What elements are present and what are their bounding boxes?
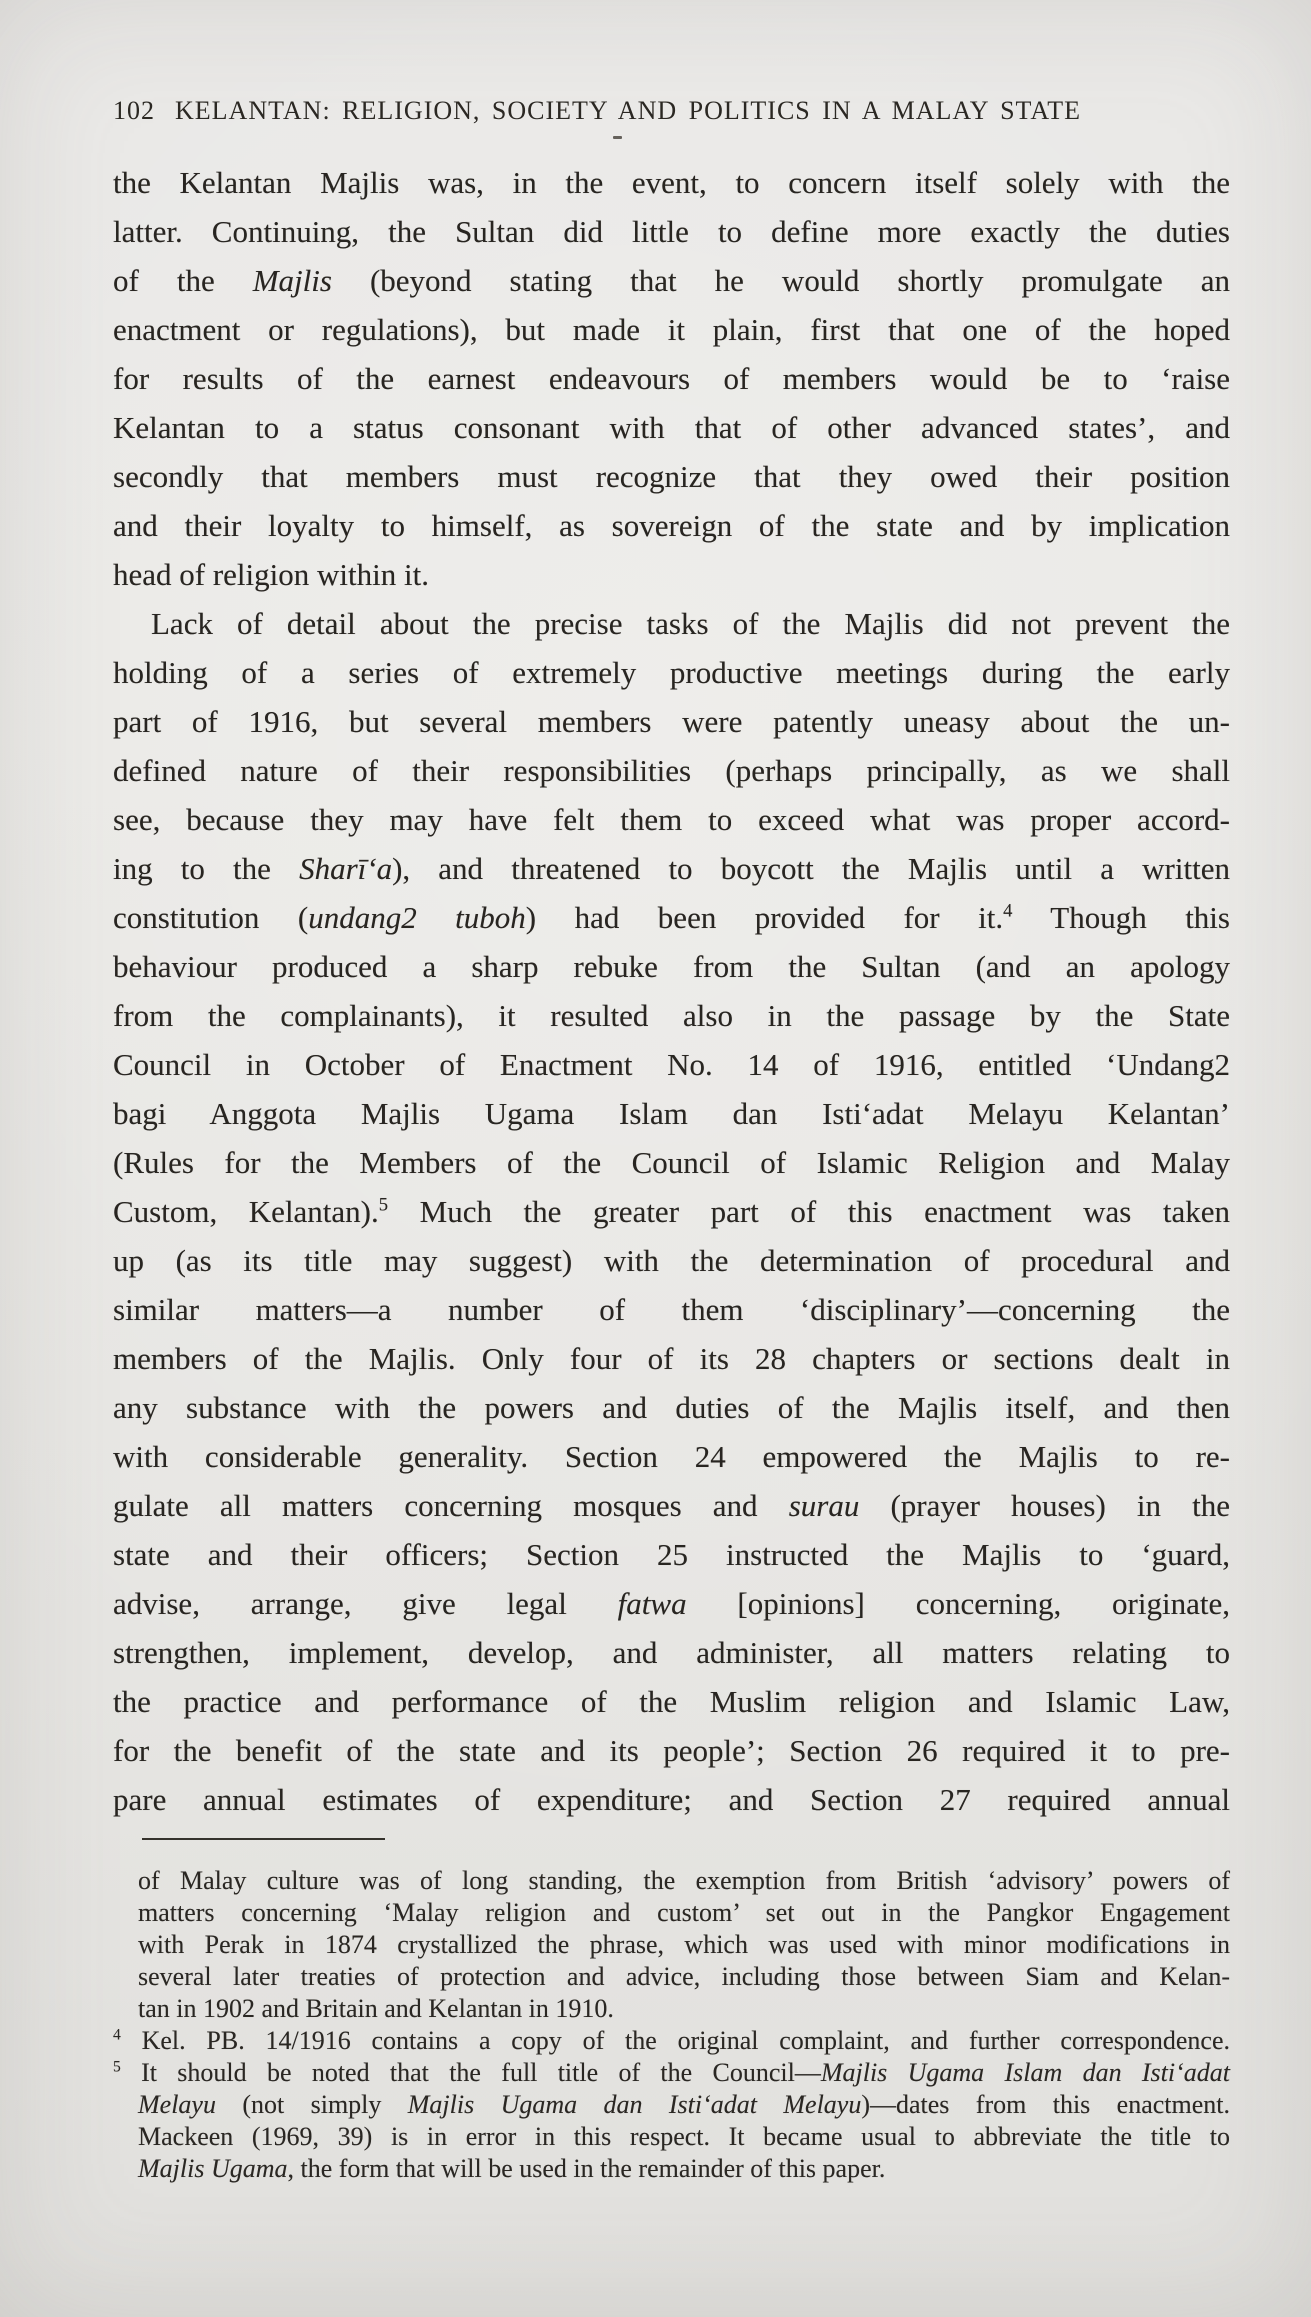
text-line: [113, 452, 1230, 501]
footnote-rule: [142, 1838, 385, 1840]
italic-text-run: Majlis Ugama: [138, 2154, 288, 2183]
text-line: [113, 648, 1230, 697]
text-line: [113, 2025, 1230, 2057]
text-line: [113, 501, 1230, 550]
footnote: [113, 1865, 1230, 2025]
italic-text-run: Sharī‘a: [299, 851, 393, 886]
body-text: [113, 158, 1230, 1824]
text-run: gulate all matters concerning mosques and: [113, 1488, 789, 1523]
text-run: , the form that will be used in the remainder of this paper.: [287, 2154, 886, 2183]
text-run: enactment or regulations), but made it plain, first that one of the hoped: [113, 312, 1230, 347]
running-head: [113, 96, 1230, 126]
italic-text-run: Majlis: [252, 263, 332, 298]
text-line: [113, 2057, 1230, 2089]
text-run: advise, arrange, give legal: [113, 1586, 618, 1621]
text-line: [113, 697, 1230, 746]
text-run: from the complainants), it resulted also in the passage by the State: [113, 998, 1230, 1033]
text-run: of the: [113, 263, 253, 298]
text-run: for the benefit of the state and its people’; Section 26 required it to pre-: [113, 1733, 1230, 1768]
italic-text-run: undang2 tuboh: [308, 900, 526, 935]
text-run: defined nature of their responsibilities (perhaps principally, as we shall: [113, 753, 1230, 788]
text-run: matters concerning ‘Malay religion and custom’ set out in the Pangkor Engagement: [138, 1898, 1230, 1927]
text-line: [113, 1236, 1230, 1285]
text-run: tan in 1902 and Britain and Kelantan in 1910.: [138, 1994, 614, 2023]
paragraph: [113, 599, 1230, 1824]
text-line: [113, 1677, 1230, 1726]
text-run: strengthen, implement, develop, and administer, all matters relating to: [113, 1635, 1230, 1670]
italic-text-run: Majlis Ugama dan Isti‘adat Melayu: [407, 2090, 862, 2119]
footnote-marker: 4: [1003, 900, 1013, 922]
italic-text-run: fatwa: [617, 1586, 687, 1621]
text-line: [113, 305, 1230, 354]
text-run: and their loyalty to himself, as sovereign of the state and by implication: [113, 508, 1230, 543]
text-line: [113, 844, 1230, 893]
footnote: [113, 2025, 1230, 2057]
text-run: Mackeen (1969, 39) is in error in this respect. It became usual to abbreviate the title to: [138, 2122, 1230, 2151]
text-run: (not simply: [215, 2090, 408, 2119]
text-run: pare annual estimates of expenditure; and Section 27 required annual: [113, 1782, 1230, 1817]
text-run: (beyond stating that he would shortly promulgate an: [331, 263, 1230, 298]
text-line: [138, 1961, 1230, 1993]
text-run: Lack of detail about the precise tasks of the Majlis did not prevent the: [151, 606, 1230, 641]
text-line: [113, 403, 1230, 452]
text-line: [113, 1579, 1230, 1628]
text-run: members of the Majlis. Only four of its 28 chapters or sections dealt in: [113, 1341, 1230, 1376]
text-line: [113, 1628, 1230, 1677]
italic-text-run: surau: [788, 1488, 860, 1523]
running-head-title: KELANTAN: RELIGION, SOCIETY AND POLITICS IN A MALAY STATE: [175, 96, 1081, 125]
footnotes: [113, 1865, 1230, 2185]
page-number: 102: [113, 96, 155, 125]
text-line: [113, 1481, 1230, 1530]
text-line: [113, 1432, 1230, 1481]
text-run: ), and threatened to boycott the Majlis until a written: [392, 851, 1230, 886]
text-run: any substance with the powers and duties of the Majlis itself, and then: [113, 1390, 1230, 1425]
text-run: with considerable generality. Section 24 empowered the Majlis to re-: [113, 1439, 1230, 1474]
footnote-marker: 5: [113, 2058, 121, 2076]
text-run: secondly that members must recognize that they owed their position: [113, 459, 1230, 494]
footnote-marker: 4: [113, 2026, 121, 2044]
text-run: up (as its title may suggest) with the determination of procedural and: [113, 1243, 1230, 1278]
text-run: bagi Anggota Majlis Ugama Islam dan Isti‘adat Melayu Kelantan’: [113, 1096, 1230, 1131]
text-line: [138, 1865, 1230, 1897]
text-run: ) had been provided for it.: [525, 900, 1004, 935]
text-run: Kelantan to a status consonant with that of other advanced states’, and: [113, 410, 1230, 445]
text-run: )—dates from this enactment.: [861, 2090, 1230, 2119]
text-line: [113, 1089, 1230, 1138]
text-line: [113, 746, 1230, 795]
text-line: [138, 2121, 1230, 2153]
text-run: behaviour produced a sharp rebuke from the Sultan (and an apology: [113, 949, 1230, 984]
text-line: [113, 1383, 1230, 1432]
italic-text-run: Melayu: [138, 2090, 216, 2119]
text-run: part of 1916, but several members were patently uneasy about the un-: [113, 704, 1230, 739]
text-run: for results of the earnest endeavours of members would be to ‘raise: [113, 361, 1230, 396]
text-line: [138, 1897, 1230, 1929]
text-line: [138, 1929, 1230, 1961]
text-run: [opinions] concerning, originate,: [686, 1586, 1230, 1621]
text-run: Council in October of Enactment No. 14 of 1916, entitled ‘Undang2: [113, 1047, 1230, 1082]
text-run: similar matters—a number of them ‘disciplinary’—concerning the: [113, 1292, 1230, 1327]
print-artifact-dash: [613, 136, 622, 139]
text-line: [113, 1334, 1230, 1383]
text-run: several later treaties of protection and advice, including those between Siam and Kelan-: [138, 1962, 1230, 1991]
text-line: [113, 1775, 1230, 1824]
text-run: Kel. PB. 14/1916 contains a copy of the original complaint, and further correspondence.: [120, 2026, 1230, 2055]
text-line: [113, 1530, 1230, 1579]
text-line: [113, 991, 1230, 1040]
text-run: constitution (: [113, 900, 309, 935]
footnote: [113, 2057, 1230, 2185]
text-run: state and their officers; Section 25 instructed the Majlis to ‘guard,: [113, 1537, 1230, 1572]
text-line: [113, 550, 1230, 599]
text-line: [113, 1285, 1230, 1334]
text-run: head of religion within it.: [113, 557, 429, 592]
text-run: the Kelantan Majlis was, in the event, to concern itself solely with the: [113, 165, 1230, 200]
text-run: (Rules for the Members of the Council of Islamic Religion and Malay: [113, 1145, 1230, 1180]
text-line: [113, 893, 1230, 942]
text-line: [113, 256, 1230, 305]
text-line: [113, 1187, 1230, 1236]
text-line: [138, 1993, 1230, 2025]
text-line: [113, 1040, 1230, 1089]
footnote-marker: 5: [378, 1194, 389, 1216]
text-line: [113, 1726, 1230, 1775]
text-line: [113, 1138, 1230, 1187]
text-run: Much the greater part of this enactment was taken: [388, 1194, 1230, 1229]
text-line: [113, 207, 1230, 256]
text-run: the practice and performance of the Muslim religion and Islamic Law,: [113, 1684, 1230, 1719]
italic-text-run: Majlis Ugama Islam dan Isti‘adat: [820, 2058, 1230, 2087]
text-line: [113, 354, 1230, 403]
text-line: [113, 795, 1230, 844]
paragraph: [113, 158, 1230, 599]
text-line: [113, 942, 1230, 991]
text-run: holding of a series of extremely productive meetings during the early: [113, 655, 1230, 690]
text-run: with Perak in 1874 crystallized the phrase, which was used with minor modifications in: [138, 1930, 1230, 1959]
text-line: [138, 2153, 1230, 2185]
text-line: [138, 2089, 1230, 2121]
text-run: latter. Continuing, the Sultan did little to define more exactly the duties: [113, 214, 1230, 249]
text-run: see, because they may have felt them to exceed what was proper accord-: [113, 802, 1230, 837]
text-line: [113, 599, 1230, 648]
text-line: [113, 158, 1230, 207]
text-run: ing to the: [113, 851, 300, 886]
text-run: of Malay culture was of long standing, the exemption from British ‘advisory’ powers of: [138, 1866, 1230, 1895]
text-run: Custom, Kelantan).: [113, 1194, 379, 1229]
text-run: It should be noted that the full title of the Council—: [120, 2058, 821, 2087]
text-run: Though this: [1012, 900, 1230, 935]
text-run: (prayer houses) in the: [859, 1488, 1230, 1523]
